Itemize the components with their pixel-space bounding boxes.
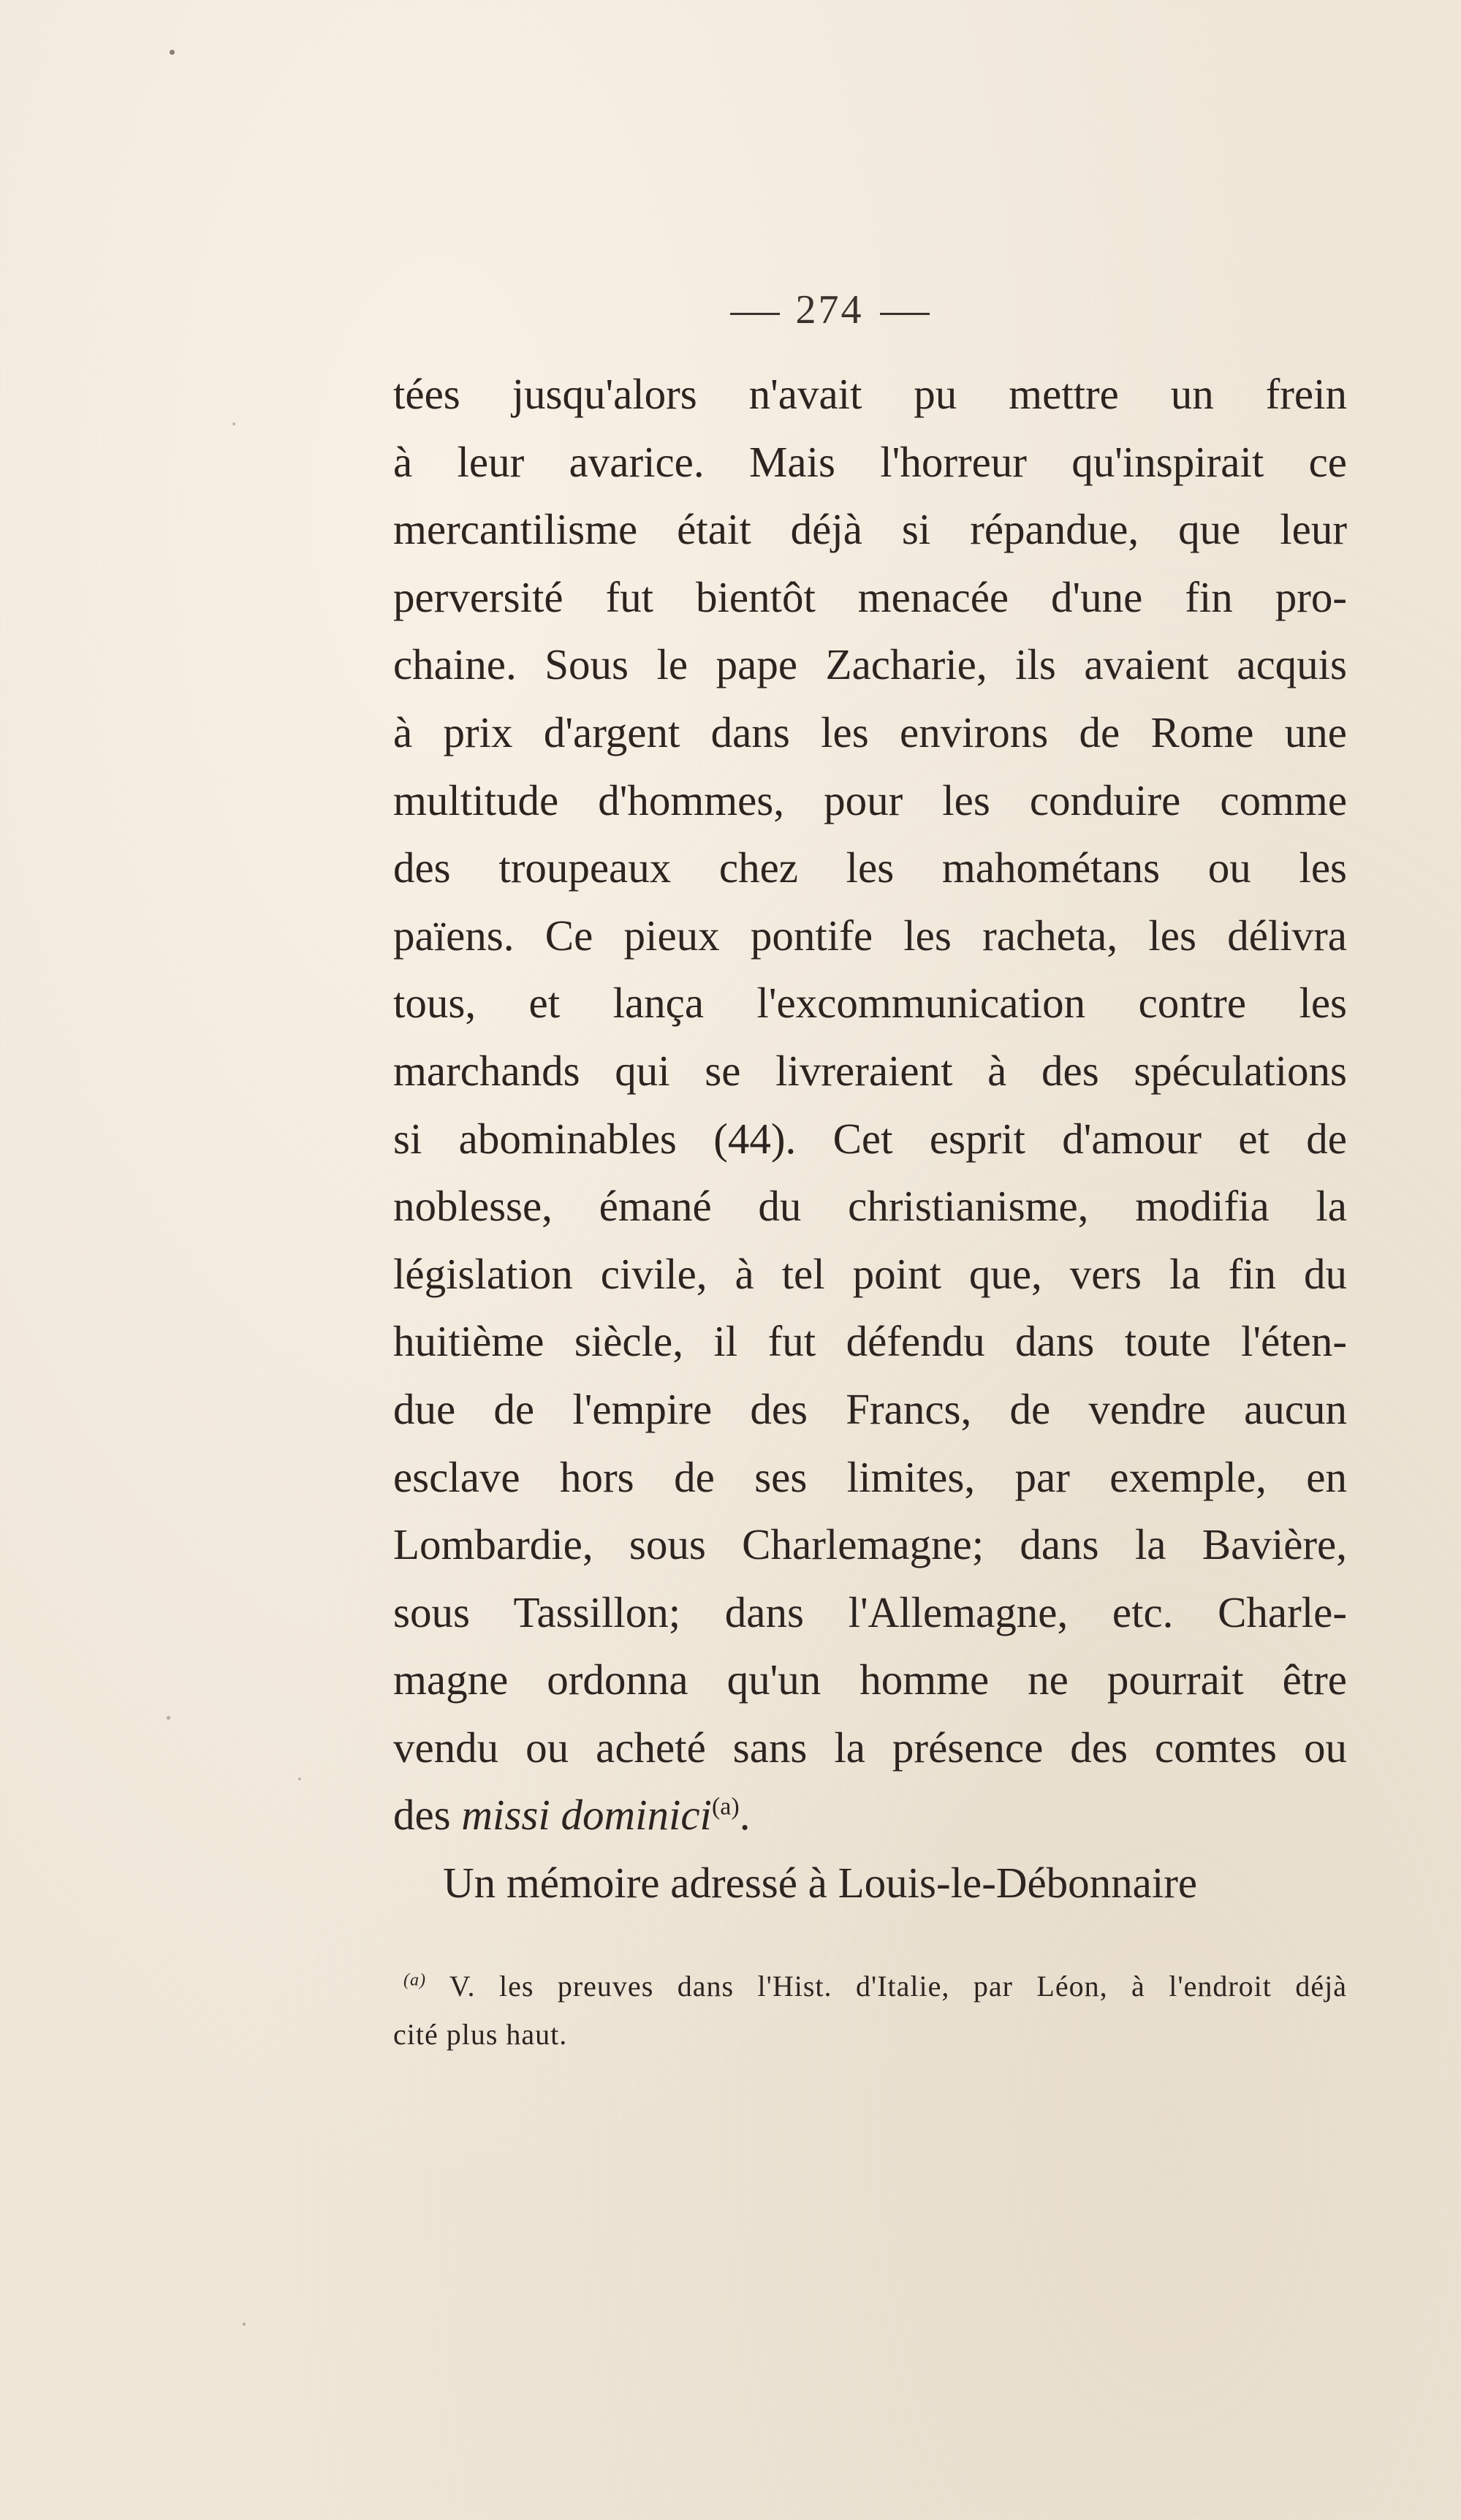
paper-speck [170, 50, 175, 55]
body-line: magne ordonna qu'un homme ne pourrait être [393, 1655, 1347, 1704]
body-line: huitième siècle, il fut défendu dans toute l'éten- [393, 1317, 1347, 1366]
body-line: à leur avarice. Mais l'horreur qu'inspirait ce [393, 437, 1347, 486]
page-number [0, 286, 1461, 333]
body-line-citation [393, 1781, 1347, 1849]
citation-suffix: . [739, 1791, 751, 1840]
body-line: à prix d'argent dans les environs de Rome une [393, 707, 1347, 756]
right-dash [880, 313, 930, 315]
left-dash [730, 313, 780, 315]
paper-speck [167, 1716, 170, 1720]
body-line: esclave hors de ses limites, par exemple, en [393, 1452, 1347, 1501]
body-line: païens. Ce pieux pontife les racheta, les délivra [393, 911, 1347, 960]
body-line: tées jusqu'alors n'avait pu mettre un frein [393, 370, 1347, 418]
paper-speck [243, 2323, 246, 2326]
body-line: vendu ou acheté sans la présence des comtes ou [393, 1723, 1347, 1772]
footnote-line [393, 1962, 1347, 2011]
body-line: mercantilisme était déjà si répandue, que leur [393, 505, 1347, 554]
citation-prefix: des [393, 1791, 462, 1840]
footnote-marker: (a) [403, 1970, 426, 1990]
footnote-line: cité plus haut. [393, 2018, 568, 2051]
body-line: due de l'empire des Francs, de vendre aucun [393, 1384, 1347, 1433]
body-line: Lombardie, sous Charlemagne; dans la Bavière, [393, 1520, 1347, 1569]
page-number-value: 274 [795, 287, 864, 333]
body-line: si abominables (44). Cet esprit d'amour et de [393, 1114, 1347, 1163]
body-line: multitude d'hommes, pour les conduire comme [393, 775, 1347, 824]
body-line: chaine. Sous le pape Zacharie, ils avaient acquis [393, 640, 1347, 689]
body-line: tous, et lança l'excommunication contre les [393, 979, 1347, 1028]
paper-speck [232, 422, 235, 425]
footnote-reference: (a) [711, 1793, 740, 1821]
footnote [393, 1962, 1347, 2059]
body-line: noblesse, émané du christianisme, modifia la [393, 1182, 1347, 1231]
body-line: législation civile, à tel point que, vers la fin du [393, 1249, 1347, 1298]
body-text [393, 360, 1347, 1917]
citation-italic: missi dominici [461, 1791, 712, 1840]
body-line-paragraph-start: Un mémoire adressé à Louis-le-Débonnaire [443, 1859, 1198, 1908]
body-line: des troupeaux chez les mahométans ou les [393, 843, 1347, 892]
footnote-text: V. les preuves dans l'Hist. d'Italie, par Léon, à l'endroit déjà [449, 1970, 1348, 2003]
body-line: perversité fut bientôt menacée d'une fin pro- [393, 572, 1347, 621]
body-line: marchands qui se livreraient à des spéculations [393, 1046, 1347, 1095]
body-line: sous Tassillon; dans l'Allemagne, etc. Charle- [393, 1587, 1347, 1636]
paper-speck [298, 1777, 301, 1780]
